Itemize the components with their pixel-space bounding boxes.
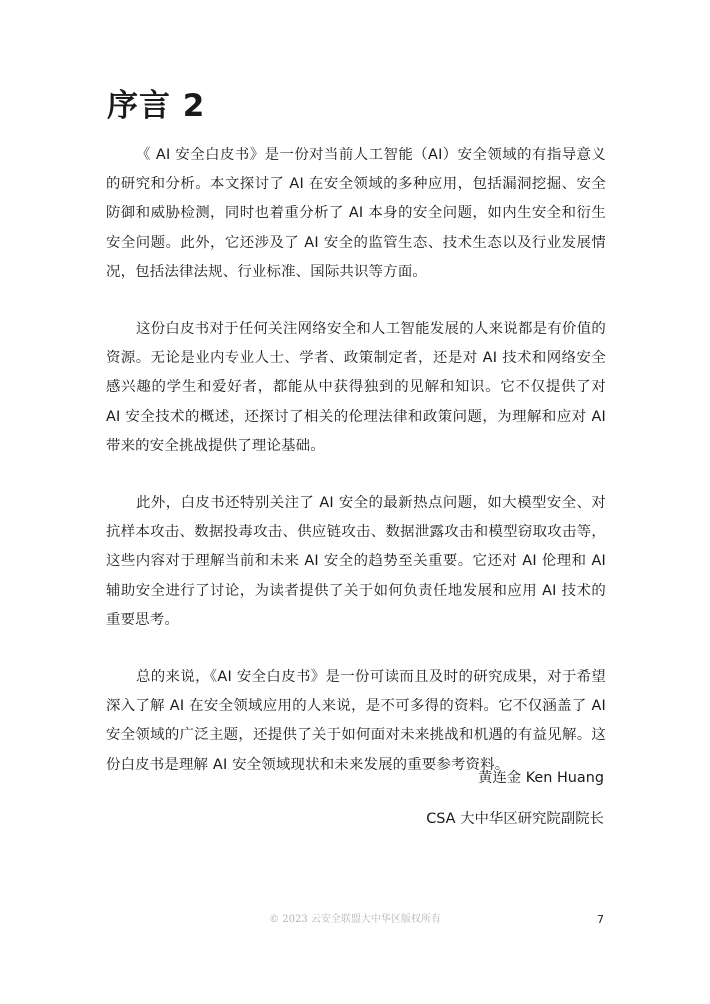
page-title: 序言 2 bbox=[107, 88, 206, 124]
footer-copyright: © 2023 云安全联盟大中华区版权所有 bbox=[269, 914, 441, 925]
page-number: 7 bbox=[597, 913, 604, 926]
preface-body bbox=[106, 141, 606, 808]
signature-block bbox=[426, 764, 604, 833]
page-footer bbox=[0, 910, 710, 930]
paragraph-4: 总的来说，《AI 安全白皮书》是一份可读而且及时的研究成果，对于希望深入了解 AI 在安全领域应用的人来说，是不可多得的资料。它不仅涵盖了 AI 安全领域的广泛主题，还提供了关于如何面对未来挑战和机遇的有益见解。这份白皮书是理解 AI 安全领域现状和未来发展的重要参考资料。 bbox=[106, 669, 606, 773]
signature-name: 黄连金 Ken Huang bbox=[477, 770, 604, 786]
paragraph-2: 这份白皮书对于任何关注网络安全和人工智能发展的人来说都是有价值的资源。无论是业内专业人士、学者、政策制定者，还是对 AI 技术和网络安全感兴趣的学生和爱好者，都能从中获得独到的见解和知识。它不仅提供了对 AI 安全技术的概述，还探讨了相关的伦理法律和政策问题，为理解和应对 AI 带来的安全挑战提供了理论基础。 bbox=[106, 321, 606, 454]
paragraph-1: 《 AI 安全白皮书》是一份对当前人工智能（AI）安全领域的有指导意义的研究和分析。本文探讨了 AI 在安全领域的多种应用，包括漏洞挖掘、安全防御和威胁检测，同时也着重分析了 AI 本身的安全问题，如内生安全和衍生安全问题。此外，它还涉及了 AI 安全的监管生态、技术生态以及行业发展情况，包括法律法规、行业标准、国际共识等方面。 bbox=[106, 147, 606, 280]
paragraph-3: 此外，白皮书还特别关注了 AI 安全的最新热点问题，如大模型安全、对抗样本攻击、数据投毒攻击、供应链攻击、数据泄露攻击和模型窃取攻击等，这些内容对于理解当前和未来 AI 安全的趋势至关重要。它还对 AI 伦理和 AI 辅助安全进行了讨论，为读者提供了关于如何负责任地发展和应用 AI 技术的重要思考。 bbox=[106, 495, 606, 628]
signature-position: CSA 大中华区研究院副院长 bbox=[426, 811, 604, 827]
